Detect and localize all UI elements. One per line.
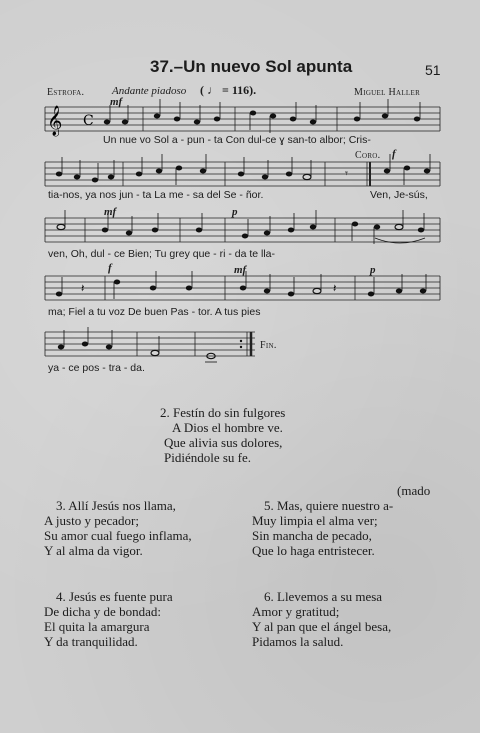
stanza-5-line-2: Muy limpia el alma ver; <box>252 513 378 528</box>
svg-text:𝄾: 𝄾 <box>345 167 348 180</box>
song-title: 37.–Un nuevo Sol apunta <box>150 57 353 76</box>
stanza-6-line-3: Y al pan que el ángel besa, <box>252 619 392 634</box>
music-staff-5 <box>45 330 255 360</box>
stanza-5 <box>252 498 393 558</box>
dynamic-mf-1: mf <box>110 96 123 108</box>
dynamic-mf-3: mf <box>234 264 247 276</box>
lyrics-line-1: Un nue vo Sol a - pun - ta Con dul-ce ɣ san-to albor; Cris- <box>103 134 371 146</box>
stanza-2-line-1: 2. Festín do sin fulgores <box>160 405 286 420</box>
page-number: 51 <box>425 62 441 78</box>
stanza-2 <box>160 405 285 465</box>
coro-label: Coro. <box>355 150 381 161</box>
stanza-2-line-4: Pidiéndole su fe. <box>164 450 252 465</box>
stanza-6-line-2: Amor y gratitud; <box>252 604 340 619</box>
stanza-4-line-1: 4. Jesús es fuente pura <box>56 589 173 604</box>
svg-text:𝄽: 𝄽 <box>333 282 337 295</box>
stanza-6-line-1: 6. Llevemos a su mesa <box>264 589 383 604</box>
lyrics-line-2: tia-nos, ya nos jun - ta La me - sa del Se - ñor. <box>48 189 264 201</box>
stanza-4-line-4: Y da tranquilidad. <box>44 634 138 649</box>
stanza-5-line-1: 5. Mas, quiere nuestro a- <box>264 498 394 513</box>
music-staff-3 <box>45 216 440 246</box>
dynamic-mf-2: mf <box>104 206 117 218</box>
lyrics-line-4: ma; Fiel a tu voz De buen Pas - tor. A tus pies <box>48 306 261 318</box>
lyrics-line-2-right: Ven, Je-sús, <box>370 189 428 201</box>
lyrics-line-3: ven, Oh, dul - ce Bien; Tu grey que - ri - da te lla- <box>48 248 276 260</box>
dynamic-p-2: p <box>370 264 376 276</box>
stanza-2-line-2: A Dios el hombre ve. <box>172 420 283 435</box>
stanza-4-line-3: El quita la amargura <box>44 619 150 634</box>
music-staff-2 <box>45 160 440 190</box>
stanza-5-overflow: (mado <box>397 483 431 498</box>
stanza-5-line-4: Que lo haga entristecer. <box>252 543 375 558</box>
music-staff-1 <box>45 105 440 135</box>
stanza-4-line-2: De dicha y de bondad: <box>44 604 161 619</box>
dynamic-f-coro: f <box>392 148 396 160</box>
stanza-3 <box>44 498 192 558</box>
stanza-4 <box>44 589 173 649</box>
lyrics-line-5: ya - ce pos - tra - da. <box>48 362 145 374</box>
stanza-3-line-4: Y al alma da vigor. <box>44 543 143 558</box>
svg-text:𝄽: 𝄽 <box>81 282 85 295</box>
dynamic-p-1: p <box>232 206 238 218</box>
metronome-marking: ( ♩ = 116). <box>200 83 257 97</box>
composer-name: Miguel Haller <box>354 87 421 98</box>
fin-label: Fin. <box>260 340 277 351</box>
svg-text:𝄞: 𝄞 <box>47 106 63 136</box>
stanza-3-line-3: Su amor cual fuego inflama, <box>44 528 192 543</box>
stanza-2-line-3: Que alivia sus dolores, <box>164 435 283 450</box>
stanza-3-line-1: 3. Allí Jesús nos llama, <box>56 498 176 513</box>
tempo-marking: Andante piadoso <box>112 85 187 97</box>
svg-text:C: C <box>83 113 94 129</box>
stanza-5-line-3: Sin mancha de pecado, <box>252 528 372 543</box>
section-label: Estrofa. <box>47 87 85 98</box>
stanza-6 <box>252 589 391 649</box>
music-staff-4 <box>45 274 440 304</box>
dynamic-f-2: f <box>108 262 112 274</box>
stanza-3-line-2: A justo y pecador; <box>44 513 139 528</box>
stanza-6-line-4: Pidamos la salud. <box>252 634 344 649</box>
